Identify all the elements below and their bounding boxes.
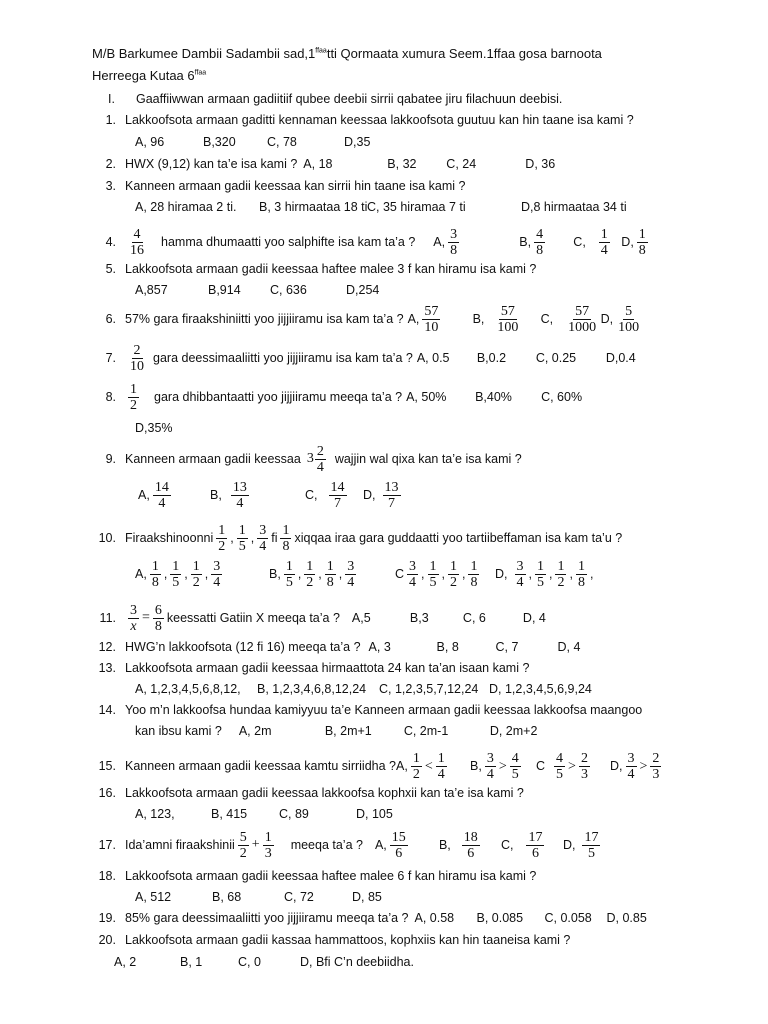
option-a[interactable]: A, 1,2,3,4,5,6,8,12, [135, 682, 241, 696]
question-11: 11. $\frac{3}{x}$ = $\frac{6}{8}$ keessatti Gatiin X meeqa ta’a ? A,5 B,3 C, 6 D, 4 [90, 600, 546, 636]
option-d[interactable]: D, Bfi C’n deebiidha. [300, 955, 414, 969]
question-1 [90, 110, 634, 130]
option-b[interactable]: B, 1 [180, 955, 203, 969]
header-superscript-1: ffaa [315, 47, 327, 55]
option-b[interactable]: B, 32 [387, 157, 417, 171]
question-text: Ida’amni firaakshinii [125, 838, 235, 852]
question-number: 13. [98, 661, 116, 675]
header-superscript-2: ffaa [194, 69, 207, 77]
option-a[interactable]: A, 3 [368, 640, 391, 654]
question-text: gara dhibbantaatti yoo jijjiiramu meeqa ta’a ? [154, 390, 403, 404]
option-d[interactable]: D, $\frac{3}{4}$ , $\frac{1}{5}$ , $\frac{1}{2}$ , $\frac{1}{8}$ , [495, 559, 594, 590]
question-16 [90, 783, 524, 803]
option-d[interactable]: D, $\frac{1}{8}$ [621, 226, 646, 258]
question-number: 17. [98, 838, 116, 852]
option-d[interactable]: D,8 hirmaataa 34 ti [521, 200, 627, 214]
option-c[interactable]: C, 60% [541, 390, 583, 404]
option-d[interactable]: D, 4 [522, 611, 546, 625]
option-a[interactable]: A, $\frac{57}{10}$ [407, 303, 439, 335]
option-c[interactable]: C, 7 [495, 640, 519, 654]
question-10: 10. Firaakshinoonni $\frac{1}{2}$ , $\frac{1}{5}$ , $\frac{3}{4}$ fi $\frac{1}{8}$ xiqqaa iraa gara guddaatti yoo tartiibeffaman isa kam ta’u ? [90, 520, 622, 556]
question-9 [90, 441, 522, 477]
option-b[interactable]: B,320 [203, 135, 236, 149]
header-subject: Herreega Kutaa 6 [92, 68, 195, 83]
option-c[interactable]: C $\frac{3}{4}$ , $\frac{1}{5}$ , $\frac{1}{2}$ , $\frac{1}{8}$ [395, 559, 478, 590]
option-c[interactable]: C, $\frac{57}{1000}$ [540, 303, 597, 335]
question-text: HWG’n lakkoofsota (12 fi 16) meeqa ta’a ? [125, 640, 361, 654]
question-number: 12. [98, 640, 116, 654]
question-text: 85% gara deessimaaliitti yoo jijjiiramu meeqa ta’a ? [125, 911, 409, 925]
option-c[interactable]: C, 35 hiramaa 7 ti [367, 200, 466, 214]
option-d[interactable]: D,254 [346, 283, 380, 297]
question-13-options [135, 682, 592, 696]
question-number: 19. [98, 911, 116, 925]
question-text: Yoo m’n lakkoofsa hundaa kamiyyuu ta’e Kanneen armaan gadii keessaa lakkoofsa maangoo [125, 703, 643, 717]
question-number: 15. [98, 759, 116, 773]
question-13 [90, 658, 529, 678]
question-text: gara deessimaaliitti yoo jijjiiramu isa kam ta’a ? [153, 351, 413, 365]
option-b[interactable]: B,914 [208, 283, 241, 297]
question-number: 2. [105, 157, 116, 171]
question-number: 7. [105, 351, 116, 365]
question-3-options [135, 200, 627, 214]
question-text: Kanneen armaan gadii keessaa kamtu sirriidha ? [125, 759, 396, 773]
option-a[interactable]: A, 2 [114, 955, 137, 969]
question-text: 57% gara firaakshiniitti yoo jijjiiramu isa kam ta’a ? [125, 312, 404, 326]
question-number: 10. [98, 531, 116, 545]
option-a[interactable]: A, 2m [238, 724, 272, 738]
question-text: Lakkoofsota armaan gadii keessaa hirmaattota 24 kan ta’an isaan kami ? [125, 661, 530, 675]
option-b[interactable]: B, 3 hirmaataa 18 ti [259, 200, 368, 214]
option-b[interactable]: B, $\frac{57}{100}$ [472, 303, 519, 335]
question-text-continued: wajjin wal qixa kan ta’e isa kami ? [334, 452, 522, 466]
question-19 [90, 908, 647, 928]
option-a[interactable]: A, $\frac{1}{2}$ < $\frac{1}{4}$ [396, 750, 445, 782]
header-title-part-2: tti Qormaata xumura Seem.1ffaa gosa barnoota [326, 46, 602, 61]
question-text: hamma dhumaatti yoo salphifte isa kam ta’a ? [161, 235, 416, 249]
option-a[interactable]: A, $\frac{14}{4}$ [138, 480, 169, 511]
equation-left: $\frac{3}{x}$ [130, 602, 137, 634]
option-a[interactable]: A,5 [351, 611, 371, 625]
option-b[interactable]: B, $\frac{4}{8}$ [519, 226, 544, 258]
question-number: 4. [105, 235, 116, 249]
option-a[interactable]: A, $\frac{1}{8}$ , $\frac{1}{5}$ , $\frac{1}{2}$ , $\frac{3}{4}$ [135, 559, 221, 590]
section-number: I. [108, 92, 115, 106]
question-text: Lakkoofsota armaan gaditti kennaman keessaa lakkoofsota guutuu kan hin taane isa kami ? [125, 113, 634, 127]
option-c[interactable]: C, 0.058 [544, 911, 592, 925]
question-number: 3. [105, 179, 116, 193]
question-number: 18. [98, 869, 116, 883]
option-a[interactable]: A, 50% [406, 390, 447, 404]
question-number: 9. [105, 452, 116, 466]
option-a[interactable]: A, 96 [135, 135, 165, 149]
option-c[interactable]: C, 0.25 [535, 351, 577, 365]
header-line-1 [92, 46, 602, 61]
option-d[interactable]: D, $\frac{17}{5}$ [562, 829, 599, 861]
question-5-options [135, 283, 379, 297]
option-b[interactable]: B,40% [475, 390, 512, 404]
question-text-continued: meeqa ta’a ? [290, 838, 363, 852]
question-number: 5. [105, 262, 116, 276]
option-c[interactable]: C, 6 [462, 611, 486, 625]
question-4 [90, 226, 651, 258]
mixed-number: 3 $\frac{2}{4}$ [306, 443, 324, 475]
question-text: Kanneen armaan gadii keessaa kan sirrii hin taane isa kami ? [125, 179, 466, 193]
option-d[interactable]: D,35 [344, 135, 371, 149]
option-a[interactable]: A, 512 [135, 890, 172, 904]
option-b[interactable]: B,0.2 [476, 351, 507, 365]
question-14 [90, 700, 642, 720]
question-number: 6. [105, 312, 116, 326]
option-d[interactable]: D, 0.85 [606, 911, 647, 925]
option-a[interactable]: A, $\frac{3}{8}$ [433, 226, 458, 258]
option-a[interactable]: A, 0.58 [414, 911, 455, 925]
question-20 [90, 930, 570, 950]
option-b[interactable]: B, $\frac{1}{5}$ , $\frac{1}{2}$ , $\frac{1}{8}$ , $\frac{3}{4}$ [269, 559, 355, 590]
question-9-options [138, 480, 404, 511]
question-14-continued [135, 724, 537, 738]
option-a[interactable]: A, $\frac{15}{6}$ [374, 829, 406, 861]
option-d[interactable]: D, 85 [352, 890, 382, 904]
option-a[interactable]: A, 123, [135, 807, 175, 821]
option-a[interactable]: A, 0.5 [416, 351, 450, 365]
option-c[interactable]: C, 89 [279, 807, 309, 821]
question-number: 1. [105, 113, 116, 127]
option-d[interactable]: D, $\frac{5}{100}$ [600, 303, 640, 335]
question-8-option-d-row [135, 421, 173, 435]
fraction: $\frac{1}{2}$ [130, 381, 137, 413]
option-b[interactable]: B, 1,2,3,4,6,8,12,24 [257, 682, 367, 696]
question-6 [90, 302, 644, 336]
option-d[interactable]: D, 1,2,3,4,5,6,9,24 [489, 682, 592, 696]
option-a[interactable]: A, 28 hiramaa 2 ti. [135, 200, 237, 214]
question-17: 17. Ida’amni firaakshinii $\frac{5}{2}$ + $\frac{1}{3}$ meeqa ta’a ? A, $\frac{15}{6}$ B, $\frac{18}{6}$ C, $\frac{17}{6}$ D, $\frac{17}{5}$ [90, 826, 603, 864]
question-15 [90, 748, 664, 784]
option-b[interactable]: B,3 [409, 611, 429, 625]
option-c[interactable]: C, 2m-1 [403, 724, 449, 738]
question-text: Lakkoofsota armaan gadii keessaa haftee malee 6 f kan hiramu isa kami ? [125, 869, 537, 883]
question-text: HWX (9,12) kan ta’e isa kami ? [125, 157, 298, 171]
option-b[interactable]: B, 8 [436, 640, 459, 654]
option-c[interactable]: C, 1,2,3,5,7,12,24 [379, 682, 479, 696]
question-20-options [114, 955, 414, 969]
question-5 [90, 259, 536, 279]
option-a[interactable]: A, 18 [303, 157, 333, 171]
question-18-options [135, 890, 382, 904]
question-number: 20. [98, 933, 116, 947]
question-text-continued: xiqqaa iraa gara guddaatti yoo tartiibeffaman isa kam ta’u ? [294, 531, 623, 545]
option-b[interactable]: B, $\frac{13}{4}$ [210, 480, 247, 511]
option-b[interactable]: B, $\frac{3}{4}$ > $\frac{4}{5}$ [470, 750, 519, 782]
question-1-options [135, 135, 370, 149]
question-text: Kanneen armaan gadii keessaa [125, 452, 301, 466]
option-d[interactable]: D, $\frac{13}{7}$ [363, 480, 399, 511]
question-8 [90, 380, 582, 414]
fraction: $\frac{2}{10}$ [130, 342, 144, 374]
question-12 [90, 637, 580, 657]
question-text: Firaakshinoonni [125, 531, 214, 545]
option-d[interactable]: D,0.4 [605, 351, 636, 365]
question-number: 14. [98, 703, 116, 717]
option-c[interactable]: C, $\frac{17}{6}$ [500, 829, 543, 861]
option-c[interactable]: C, $\frac{1}{4}$ [573, 226, 608, 258]
question-7 [90, 341, 636, 375]
option-c[interactable]: C, 72 [284, 890, 314, 904]
option-c[interactable]: C, 24 [446, 157, 477, 171]
fraction: $\frac{4}{16}$ [130, 226, 144, 258]
option-d[interactable]: D, $\frac{3}{4}$ > $\frac{2}{3}$ [610, 750, 660, 782]
question-10-options [135, 559, 593, 590]
option-b[interactable]: B, $\frac{18}{6}$ [438, 829, 478, 861]
option-c[interactable]: C, 636 [270, 283, 307, 297]
question-number: 16. [98, 786, 116, 800]
option-d[interactable]: D, 4 [557, 640, 581, 654]
section-heading [108, 89, 562, 109]
option-c[interactable]: C, $\frac{14}{7}$ [305, 480, 345, 511]
section-instruction: Gaaffiiwwan armaan gadiitiif qubee deebii sirrii qabatee jiru filachuun deebisi. [136, 92, 563, 106]
option-c[interactable]: C, 0 [238, 955, 261, 969]
question-text: Lakkoofsota armaan gadii kassaa hammattoos, kophxiis kan hin taaneisa kami ? [125, 933, 571, 947]
option-d[interactable]: D, 2m+2 [489, 724, 538, 738]
equation-right: $\frac{6}{8}$ [154, 602, 162, 634]
option-b[interactable]: B, 0.085 [476, 911, 524, 925]
option-d[interactable]: D,35% [135, 421, 173, 435]
question-text-continued: kan ibsu kami ? [135, 724, 222, 738]
question-text: Lakkoofsota armaan gadii keessaa haftee malee 3 f kan hiramu isa kami ? [125, 262, 537, 276]
question-3 [90, 176, 465, 196]
option-b[interactable]: B, 415 [211, 807, 248, 821]
question-18 [90, 866, 536, 886]
option-b[interactable]: B, 68 [212, 890, 242, 904]
option-a[interactable]: A,857 [135, 283, 168, 297]
option-b[interactable]: B, 2m+1 [324, 724, 372, 738]
question-text: keessatti Gatiin X meeqa ta’a ? [166, 611, 340, 625]
option-c[interactable]: C, 78 [267, 135, 297, 149]
question-number: 8. [105, 390, 116, 404]
question-text: Lakkoofsota armaan gadii keessaa lakkoofsa kophxii kan ta’e isa kami ? [125, 786, 524, 800]
question-2 [90, 154, 555, 174]
question-number: 11. [99, 611, 116, 625]
question-16-options [135, 807, 393, 821]
option-d[interactable]: D, 105 [356, 807, 393, 821]
option-c[interactable]: C $\frac{4}{5}$ > $\frac{2}{3}$ [536, 750, 588, 782]
option-d[interactable]: D, 36 [525, 157, 556, 171]
header-line-2 [92, 68, 206, 83]
header-title-part-1: M/B Barkumee Dambii Sadambii sad,1 [92, 46, 316, 61]
